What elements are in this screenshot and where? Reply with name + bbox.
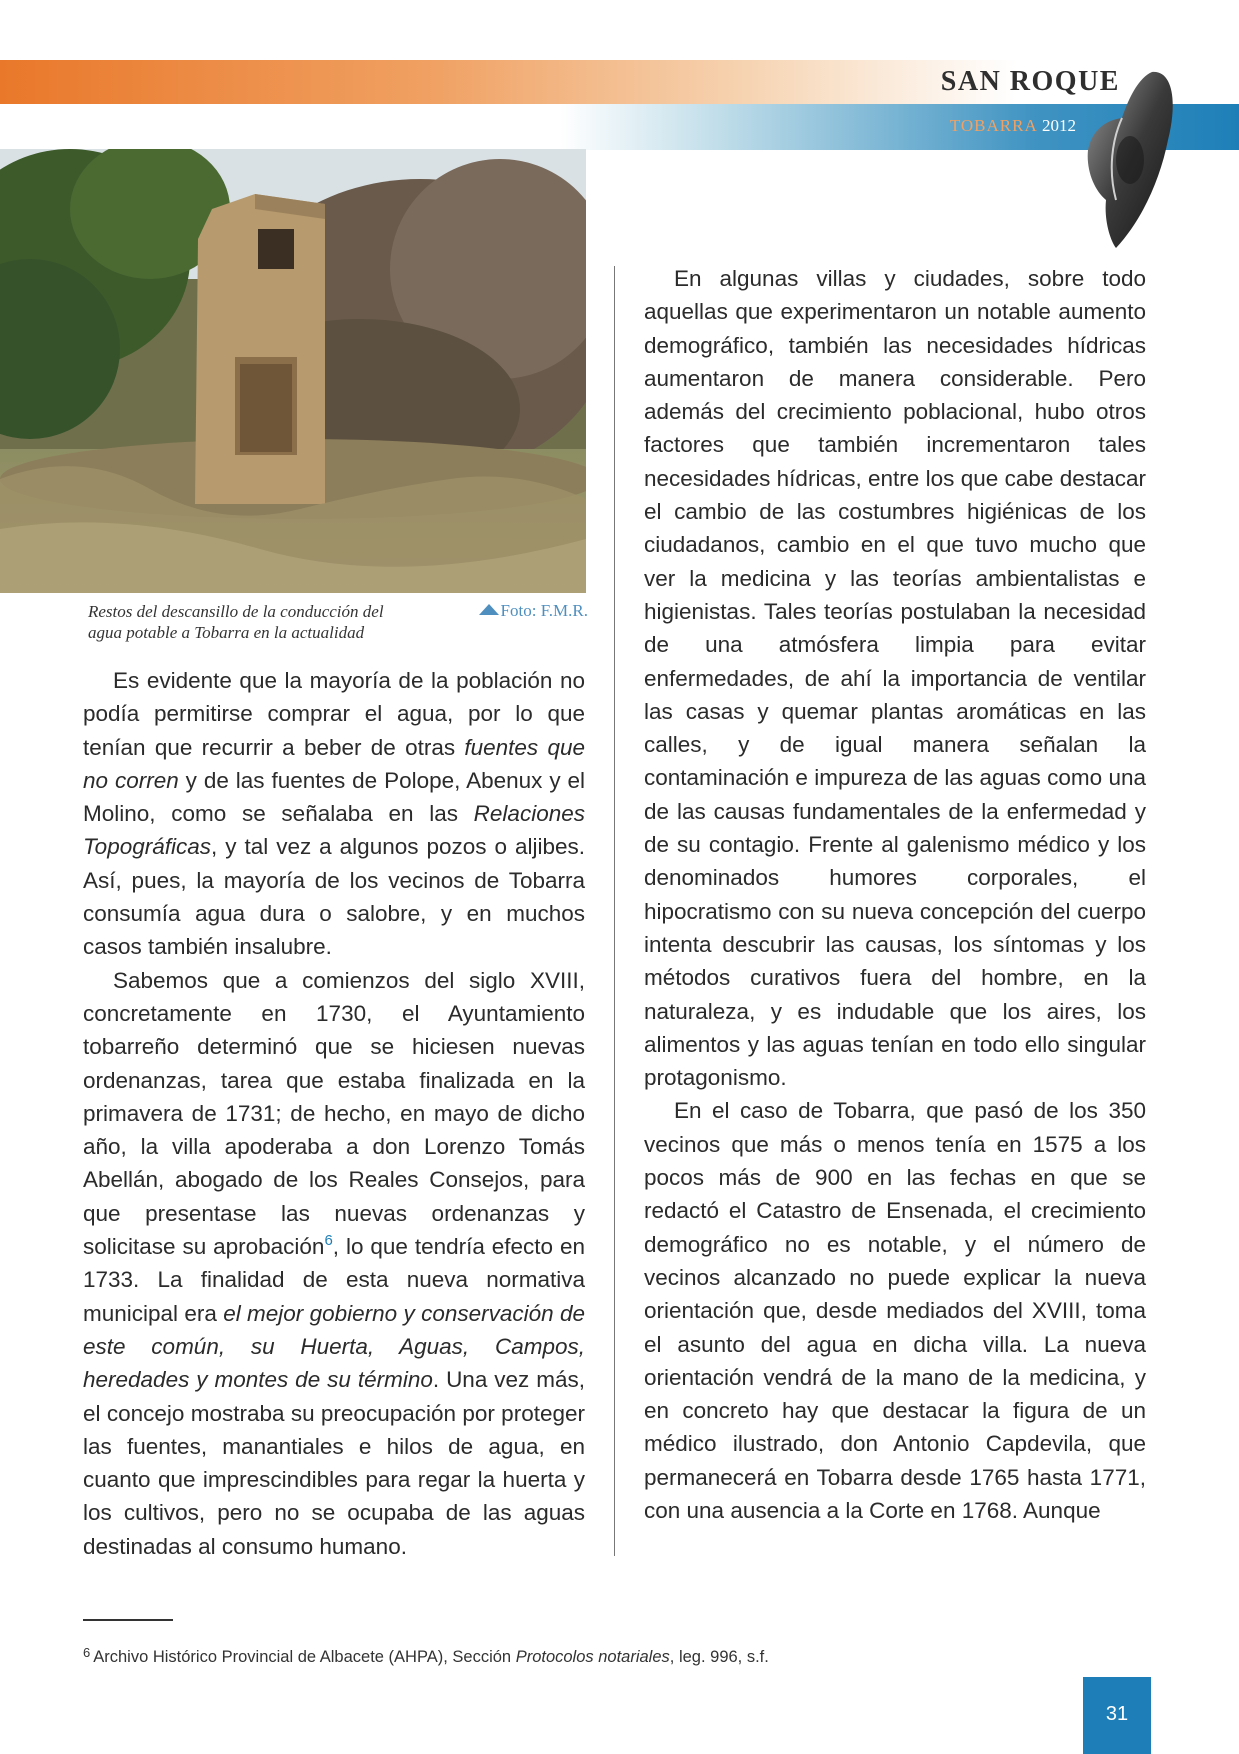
publication-subtitle (900, 116, 1076, 136)
left-column (83, 664, 585, 1563)
paragraph: Es evidente que la mayoría de la población no podía permitirse comprar el agua, por lo que tenían que recurrir a beber de otras fuentes que no corren y de las fuentes de Polope, Abenux y el Molino, como se señalaba en las Relaciones Topográficas, y tal vez a algunos pozos o aljibes. Así, pues, la mayoría de los vecinos de Tobarra consumía agua dura o salobre, y en muchos casos también insalubre. (83, 668, 586, 960)
paragraph: En algunas villas y ciudades, sobre todo aquellas que experimentaron un notable aumento demográfico, también las necesidades hídricas aumentaron de manera considerable. Pero además del crecimiento poblacional, hubo otros factores que también incrementaron tales necesidades hídricas, entre los que cabe destacar el cambio de las costumbres higiénicas de los ciudadanos, cambio en el que tuvo mucho que ver la medicina y las teorías ambientalistas e higienistas. Tales teorías postulaban la necesidad de una atmósfera limpia para evitar enfermedades, de ahí la importancia de ventilar las casas y quemar plantas aromáticas en las calles, y de igual manera señalan la contaminación e impureza de las aguas como una de las causas fundamentales de la enfermedad y de su contagio. Frente al galenismo médico y los denominados humores corporales, el hipocratismo con su nueva concepción del cuerpo intenta descubrir las causas, los síntomas y los métodos curativos fuera del hombre, en la naturaleza, y es indudable que los aires, los alimentos y las aguas tenían en todo ello singular protagonismo. (644, 266, 1146, 1091)
footnote-number: 6 (83, 1645, 91, 1660)
publication-title: SAN ROQUE (940, 66, 1120, 97)
page-number: 31 (1083, 1677, 1151, 1754)
photo-credit-text: Foto: F.M.R. (500, 601, 588, 620)
paragraph: En el caso de Tobarra, que pasó de los 350 vecinos que más o menos tenía en 1575 a los pocos más de 900 en las fechas en que se redactó el Catastro de Ensenada, el crecimiento demográfico no es notable, y el número de vecinos alcanzado no puede explicar la nueva orientación que, desde mediados del XVIII, toma el asunto del agua en dicha villa. La nueva orientación vendrá de la mano de la medicina, y en concreto hay que destacar la figura de un médico ilustrado, don Antonio Capdevila, que permanecerá en Tobarra desde 1765 hasta 1771, con una ausencia a la Corte en 1768. Aunque (644, 1098, 1146, 1523)
right-column (644, 262, 1146, 1527)
header-band-spacer (0, 104, 560, 150)
hat-logo-icon (1082, 70, 1178, 250)
photo-credit (466, 601, 588, 621)
column-divider (614, 266, 615, 1556)
paragraph: Sabemos que a comienzos del siglo XVIII, concretamente en 1730, el Ayuntamiento tobarreño determinó que se hiciesen nuevas ordenanzas, tarea que estaba finalizada en la primavera de 1731; de hecho, en mayo de dicho año, la villa apoderaba a don Lorenzo Tomás Abellán, abogado de los Reales Consejos, para que presentase las nuevas ordenanzas y solicitase su aprobación$^6$, lo que tendría efecto en 1733. La finalidad de esta nueva normativa municipal era el mejor gobierno y conservación de este común, su Huerta, Aguas, Campos, heredades y montes de su término. Una vez más, el concejo mostraba su preocupación por proteger las fuentes, manantiales e hilos de agua, en cuanto que imprescindibles para regar la huerta y los cultivos, pero no se ocupaba de las aguas destinadas al consumo humano. (83, 967, 585, 1559)
publication-year: 2012 (1042, 116, 1076, 135)
photo-caption-line: agua potable a Tobarra en la actualidad (88, 623, 365, 642)
publication-place: TOBARRA (949, 116, 1038, 135)
photo-ruins (0, 149, 586, 593)
photo-caption-line: Restos del descansillo de la conducción del (88, 602, 384, 621)
triangle-icon (479, 604, 499, 615)
footnote-divider (83, 1619, 173, 1621)
photo-ruins-image (0, 149, 586, 593)
photo-caption (88, 601, 468, 643)
footnote: $^6$ Archivo Histórico Provincial de Albacete (AHPA), Sección Protocolos notariales, leg. 996, s.f. (83, 1645, 769, 1666)
footnote-reference[interactable]: 6 (324, 1232, 333, 1250)
